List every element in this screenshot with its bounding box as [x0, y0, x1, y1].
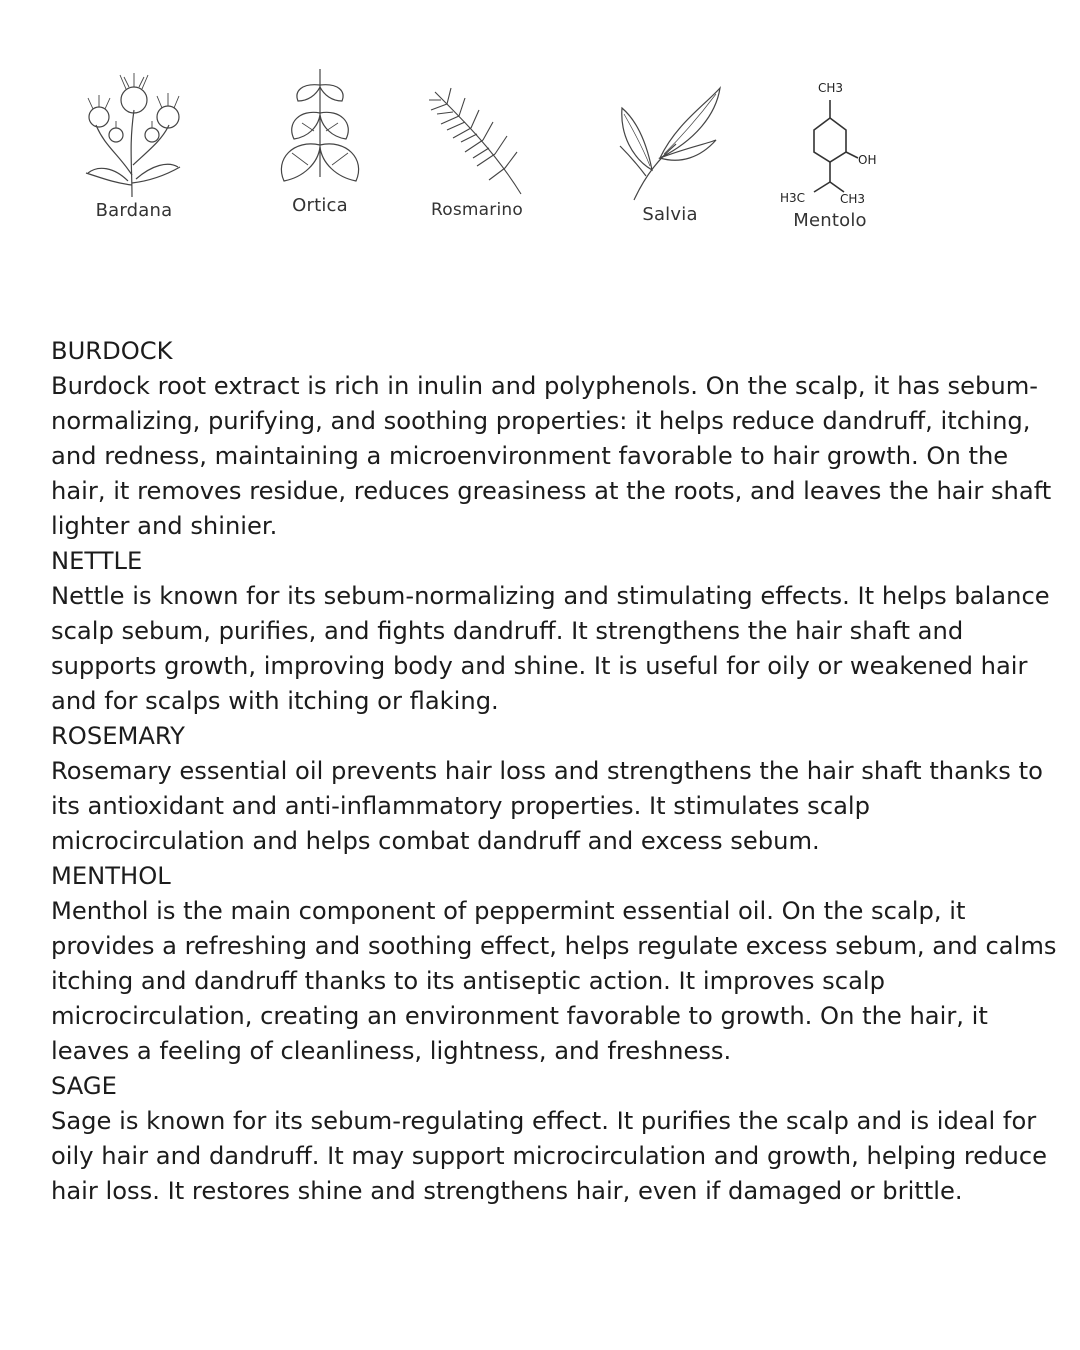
formula-bottom-right: CH3 [840, 192, 866, 206]
nettle-icon [262, 65, 378, 195]
illustration-burdock [74, 65, 194, 221]
section-body-nettle: Nettle is known for its sebum-normalizing and stimulating effects. It helps balance scalp sebum, purifies, and fights dandruff. It strengthens the hair shaft and supports growth, improving body and shine. It is useful for oily or weakened hair and for scalps with itching or flaking. [51, 582, 1050, 715]
formula-right: OH [858, 153, 877, 167]
illustration-label: Salvia [642, 204, 698, 225]
illustration-label: Rosmarino [431, 200, 523, 220]
ingredient-descriptions [51, 334, 1061, 1209]
rosemary-icon [425, 82, 529, 200]
illustration-label: Mentolo [793, 210, 867, 231]
section-title-nettle: NETTLE [51, 547, 143, 575]
formula-bottom-left: H3C [780, 191, 806, 205]
section-title-sage: SAGE [51, 1072, 117, 1100]
section-body-rosemary: Rosemary essential oil prevents hair loss and strengthens the hair shaft thanks to its antioxidant and anti-inflammatory properties. It stimulates scalp microcirculation and helps combat dandruff and excess sebum. [51, 757, 1043, 855]
illustration-menthol [770, 78, 890, 231]
sage-icon [616, 84, 724, 204]
section-title-rosemary: ROSEMARY [51, 722, 185, 750]
illustration-label: Bardana [95, 200, 173, 221]
burdock-icon [74, 65, 194, 200]
illustration-strip [0, 60, 1080, 260]
section-body-burdock: Burdock root extract is rich in inulin and polyphenols. On the scalp, it has sebum-normalizing, purifying, and soothing properties: it helps reduce dandruff, itching, and redness, maintaining a microenvironment favorable to hair growth. On the hair, it removes residue, reduces greasiness at the roots, and leaves the hair shaft lighter and shinier. [51, 372, 1052, 540]
illustration-rosemary [425, 82, 529, 220]
section-title-burdock: BURDOCK [51, 337, 173, 365]
illustration-label: Ortica [292, 195, 348, 216]
formula-top: CH3 [818, 81, 844, 95]
section-body-sage: Sage is known for its sebum-regulating effect. It purifies the scalp and is ideal for oily hair and dandruff. It may support microcirculation and growth, helping reduce hair loss. It restores shine and strengthens hair, even if damaged or brittle. [51, 1107, 1048, 1205]
section-title-menthol: MENTHOL [51, 862, 171, 890]
illustration-sage [616, 84, 724, 225]
menthol-molecule-icon [770, 78, 890, 210]
section-body-menthol: Menthol is the main component of peppermint essential oil. On the scalp, it provides a refreshing and soothing effect, helps regulate excess sebum, and calms itching and dandruff thanks to its antiseptic action. It improves scalp microcirculation, creating an environment favorable to growth. On the hair, it leaves a feeling of cleanliness, lightness, and freshness. [51, 897, 1057, 1065]
illustration-nettle [262, 65, 378, 216]
